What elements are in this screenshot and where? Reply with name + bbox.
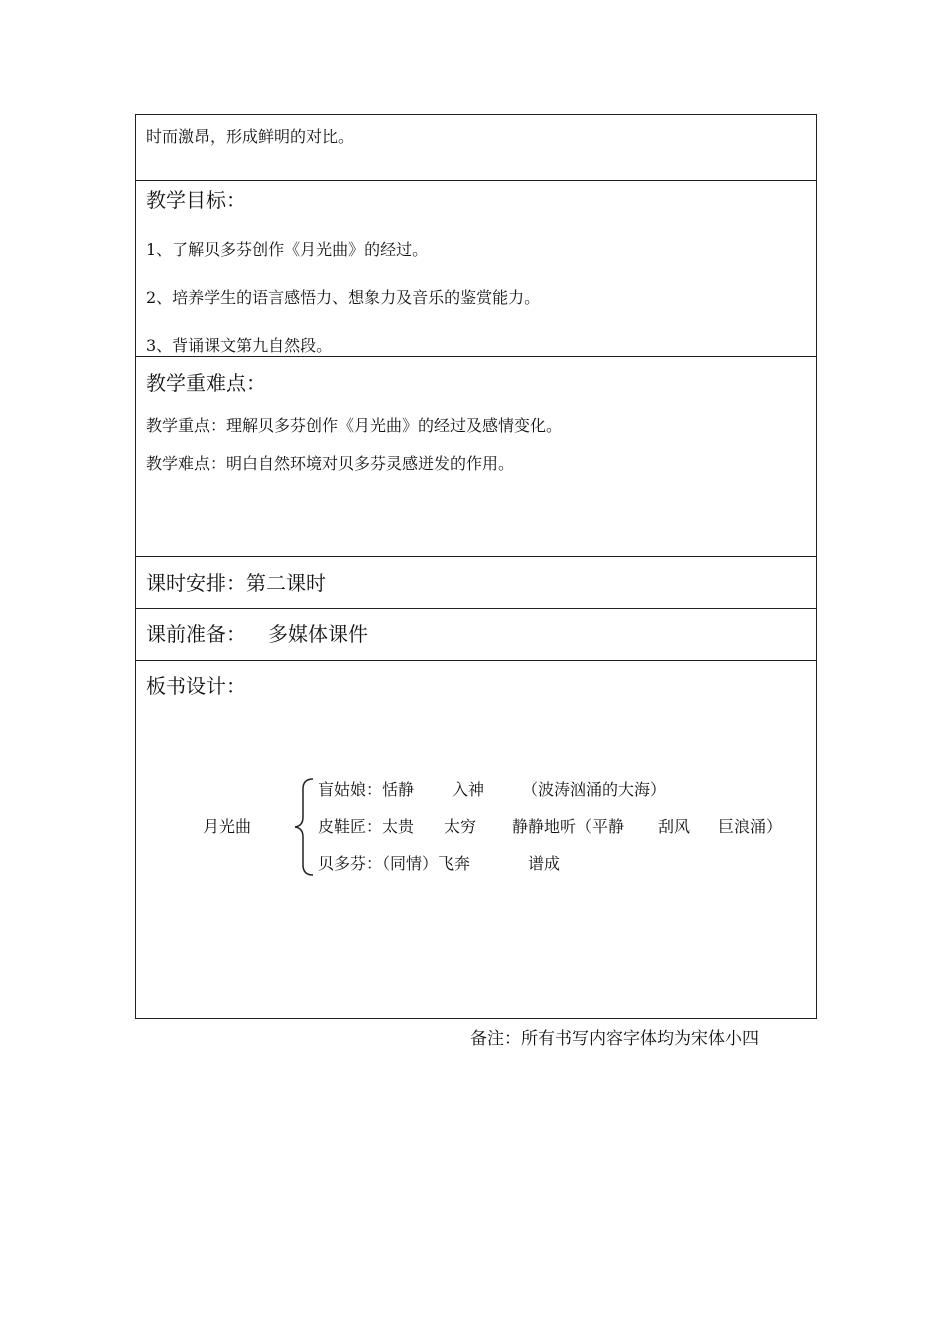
intro-text: 时而激昂，形成鲜明的对比。	[146, 127, 355, 146]
board-line-tail: 巨浪涌）	[718, 817, 783, 836]
goals-row	[136, 181, 816, 357]
intro-row	[136, 115, 816, 181]
key-points-heading: 教学重难点：	[146, 371, 266, 395]
blackboard-heading: 板书设计：	[146, 674, 246, 698]
board-line-mid: 入神	[452, 780, 485, 799]
blackboard-row	[136, 661, 816, 1020]
curly-brace-icon	[289, 777, 319, 877]
board-line-mid: 太穷	[444, 817, 477, 836]
schedule-row	[136, 557, 816, 609]
footnote: 备注：所有书写内容字体均为宋体小四	[470, 1029, 759, 1049]
preparation-row	[136, 609, 816, 661]
lesson-plan-table	[135, 114, 817, 1019]
board-line-lead: 皮鞋匠：太贵	[318, 817, 415, 836]
board-line-mid: 谱成	[528, 854, 561, 873]
goals-heading: 教学目标：	[146, 188, 246, 212]
key-points-row	[136, 357, 816, 557]
goal-item: 2、培养学生的语言感悟力、想象力及音乐的鉴赏能力。	[146, 288, 541, 307]
preparation-value: 多媒体课件	[268, 622, 368, 646]
board-line-tail: 刮风	[658, 817, 691, 836]
key-focus-text: 教学重点：理解贝多芬创作《月光曲》的经过及感情变化。	[146, 416, 563, 435]
goal-item: 3、背诵课文第九自然段。	[146, 336, 333, 355]
board-line-lead: 盲姑娘：恬静	[318, 780, 415, 799]
preparation-label: 课前准备：	[146, 622, 246, 646]
board-line-tail: 静静地听（平静	[512, 817, 625, 836]
board-line-lead: 贝多芬：（同情）飞奔	[318, 854, 471, 873]
board-line-tail: （波涛汹涌的大海）	[522, 780, 667, 799]
goal-item: 1、了解贝多芬创作《月光曲》的经过。	[146, 240, 429, 259]
blackboard-title: 月光曲	[203, 817, 252, 836]
schedule-text: 课时安排：第二课时	[146, 571, 326, 595]
key-difficulty-text: 教学难点：明白自然环境对贝多芬灵感迸发的作用。	[146, 454, 515, 473]
